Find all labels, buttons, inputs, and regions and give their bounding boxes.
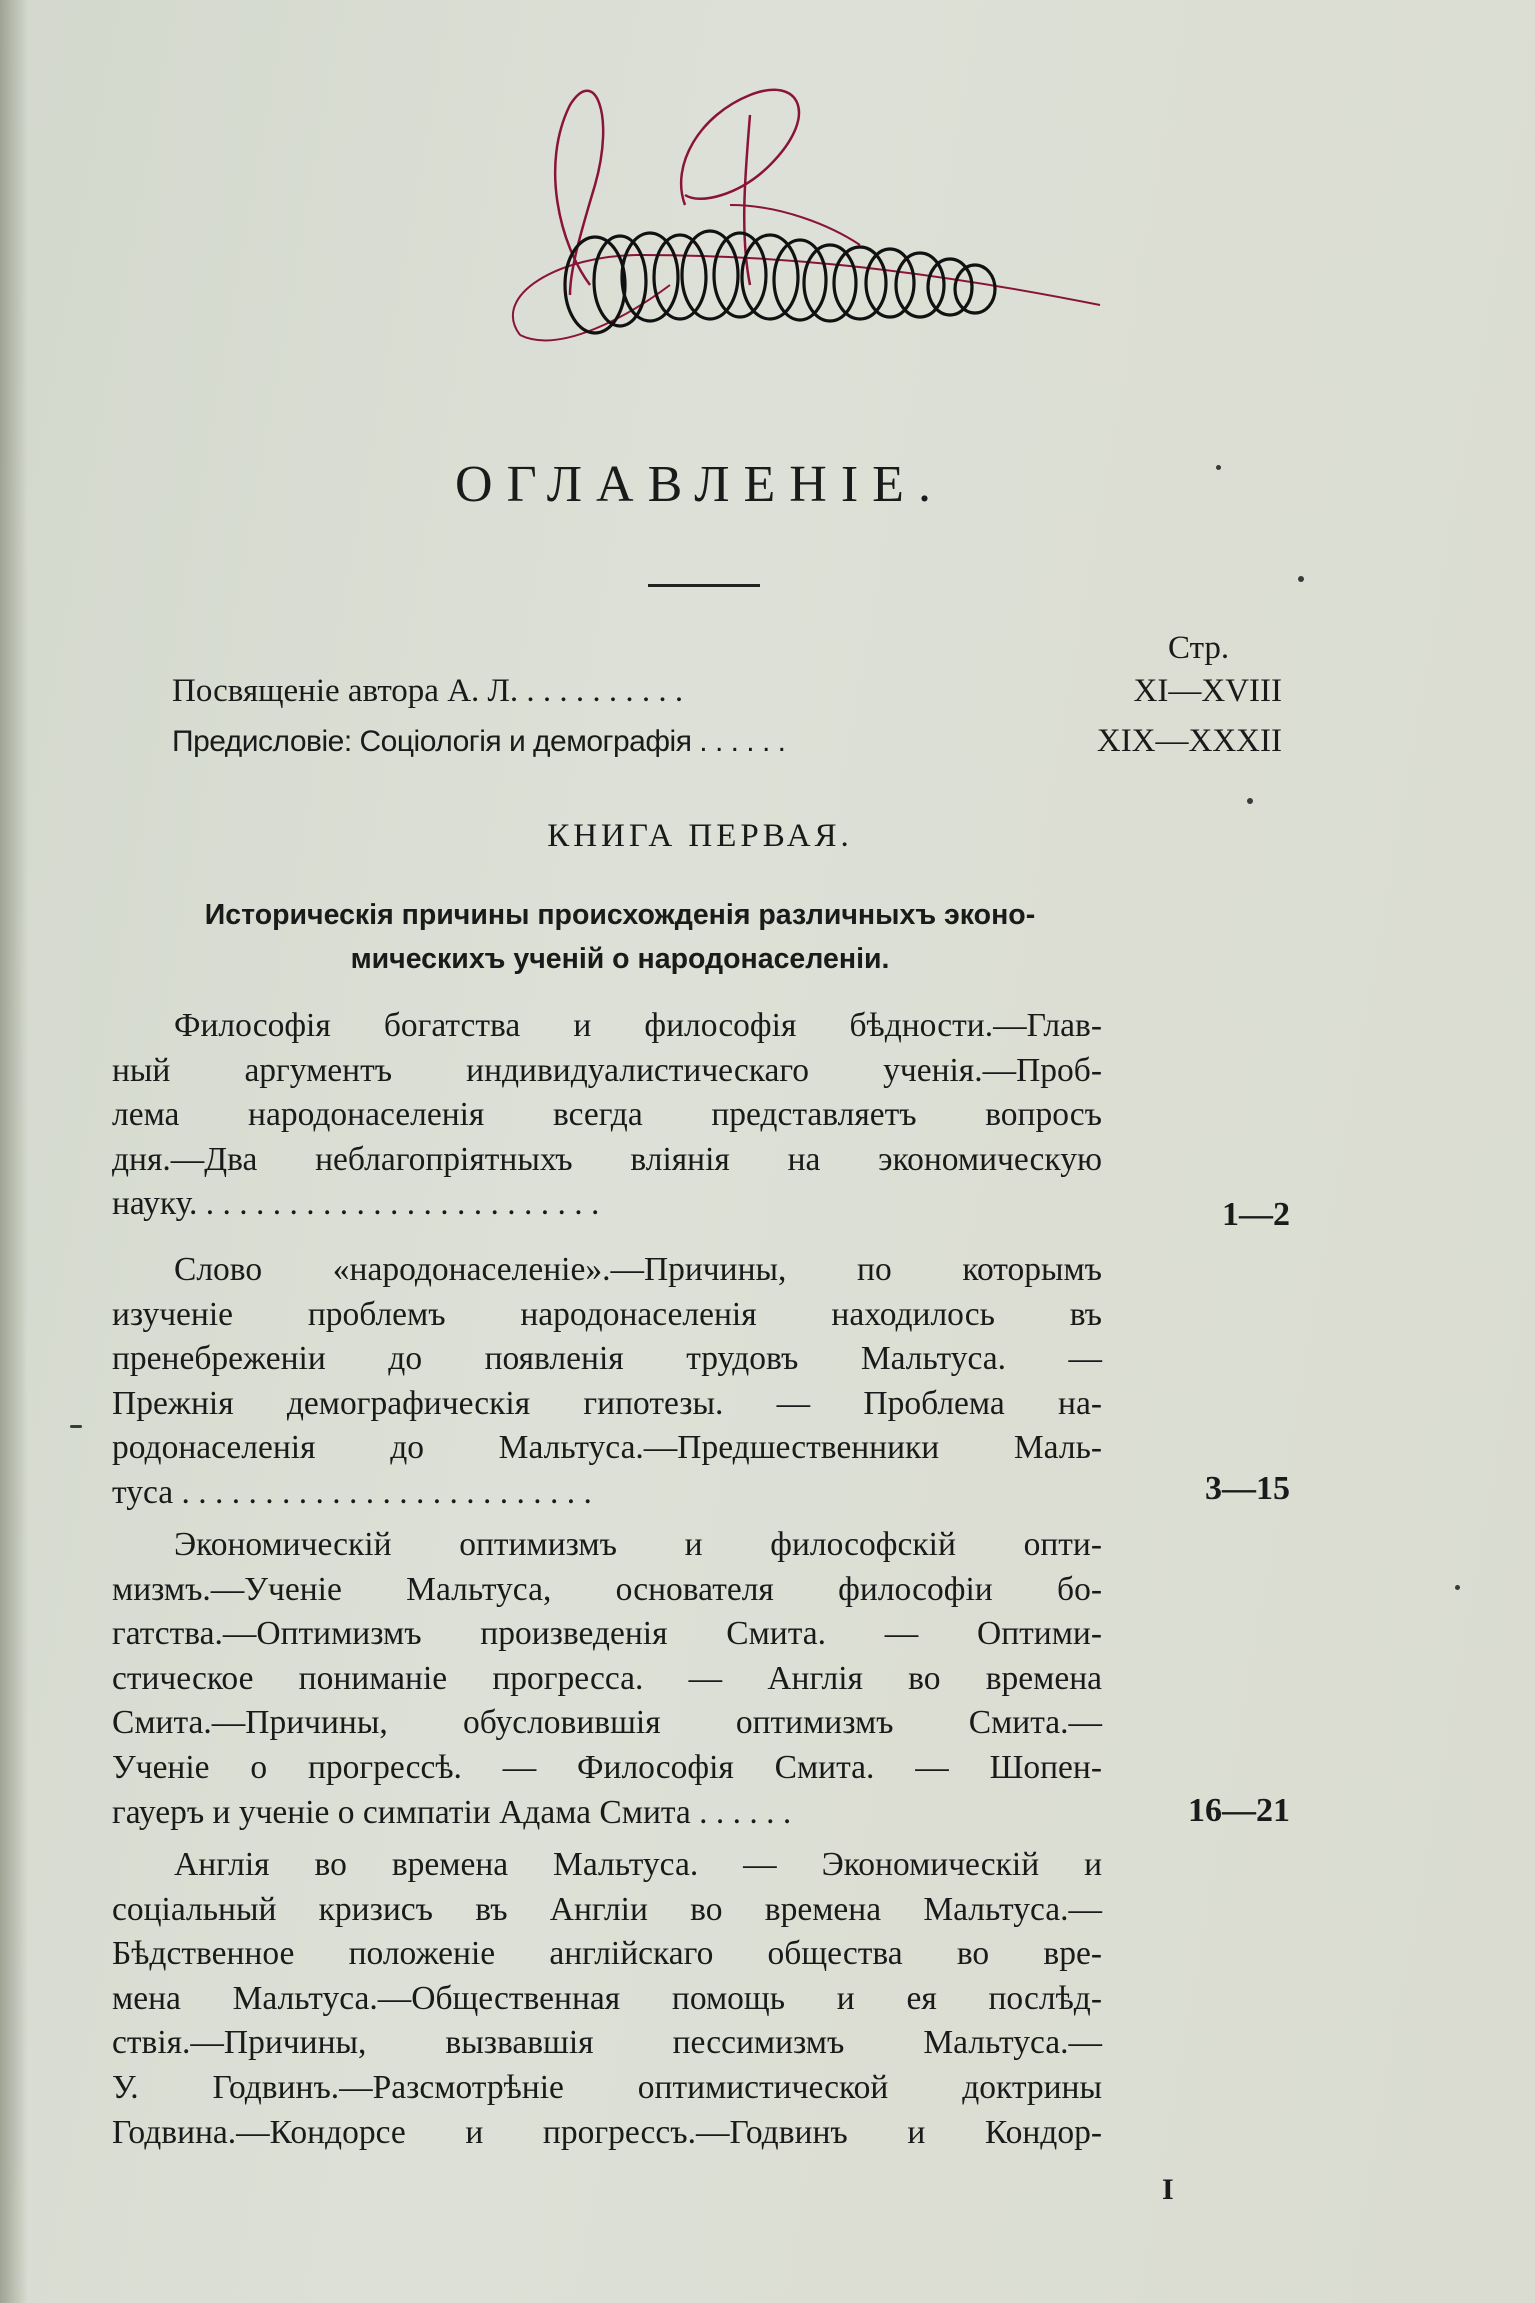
entry-line: Слово «народонаселеніе».—Причины, по которымъ [174,1251,1102,1288]
toc-entry-pages: XI—XVIII [1133,673,1282,709]
entry-pages: 16—21 [1188,1792,1290,1829]
entry-line: изученіе проблемъ народонаселенія находилось въ [112,1295,1102,1333]
entry-line: мена Мальтуса.—Общественная помощь и ея послѣд- [112,1979,1102,2017]
paper-speck [70,1425,82,1428]
entry-line: Экономическій оптимизмъ и философскій опти- [174,1526,1102,1563]
entry-line: Бѣдственное положеніе англійскаго общества во вре- [112,1935,1102,1973]
book-subtitle-line: Историческія причины происхожденія различныхъ эконо- [204,899,1036,931]
entry-line: Ученіе о прогрессѣ. — Философія Смита. — Шопен- [112,1748,1102,1786]
entry-pages: 3—15 [1205,1470,1290,1507]
entry-pages: 1—2 [1222,1196,1290,1233]
page-edge-shadow [0,0,28,2303]
entry-line: лема народонаселенія всегда представляетъ вопросъ [112,1096,1102,1134]
entry-line: родонаселенія до Мальтуса.—Предшественники Маль- [112,1429,1102,1467]
toc-entry-preface [172,723,1282,760]
entry-line: стическое пониманіе прогресса. — Англія во времена [112,1659,1102,1697]
entry-line: Прежнія демографическія гипотезы. — Проблема на- [112,1384,1102,1422]
entry-line: мизмъ.—Ученіе Мальтуса, основателя философіи бо- [112,1570,1102,1608]
entry-line: науку. . . . . . . . . . . . . . . . . . . . . . . . . [112,1185,600,1223]
entry-line: соціальный кризисъ въ Англіи во времена Мальтуса.— [112,1890,1102,1928]
paper-speck [1455,1585,1460,1590]
entry-line: У. Годвинъ.—Разсмотрѣніе оптимистической доктрины [112,2068,1102,2106]
toc-entry [112,1843,1102,2155]
toc-entry-label: Предисловіе: Соціологія и демографія . . . . . . [172,725,786,758]
handwritten-signature [500,55,1240,395]
toc-entry [112,1523,1102,1835]
entry-line: Англія во времена Мальтуса. — Экономическій и [174,1846,1102,1883]
entry-line: пренебреженіи до появленія трудовъ Мальтуса. — [112,1340,1102,1378]
entry-line: ный аргументъ индивидуалистическаго ученія.—Проб- [112,1051,1102,1089]
toc-entry-pages: XIX—XXXII [1096,723,1282,759]
entry-line: Философія богатства и философія бѣдности.—Глав- [174,1007,1102,1044]
entry-line: ствія.—Причины, вызвавшія пессимизмъ Мальтуса.— [112,2024,1102,2062]
entry-line: Смита.—Причины, обусловившія оптимизмъ Смита.— [112,1704,1102,1742]
toc-entry-dedication [172,673,1282,710]
entry-line: туса . . . . . . . . . . . . . . . . . . . . . . . . . [112,1473,592,1511]
page-column-label: Стр. [1168,630,1230,666]
entry-line: Годвина.—Кондорсе и прогрессъ.—Годвинъ и Кондор- [112,2113,1102,2151]
toc-entry [112,1004,1102,1227]
paper-speck [1247,798,1253,804]
book-subtitle-line: мическихъ ученій о народонаселеніи. [350,943,890,975]
title-divider [648,584,760,587]
paper-speck [1216,465,1221,470]
entry-line: дня.—Два неблагопріятныхъ вліянія на экономическую [112,1140,1102,1178]
page-title: ОГЛАВЛЕНІЕ. [455,456,945,513]
book-title: КНИГА ПЕРВАЯ. [547,818,853,854]
book-subtitle [110,893,1130,981]
entry-line: гауеръ и ученіе о симпатіи Адама Смита . . . . . . [112,1793,792,1831]
paper-speck [1298,576,1304,582]
entry-line: гатства.—Оптимизмъ произведенія Смита. — Оптими- [112,1615,1102,1653]
toc-entry-label: Посвященіе автора А. Л. . . . . . . . . . . [172,673,684,709]
toc-entry [112,1248,1102,1516]
page-folio: I [1162,2173,1174,2206]
